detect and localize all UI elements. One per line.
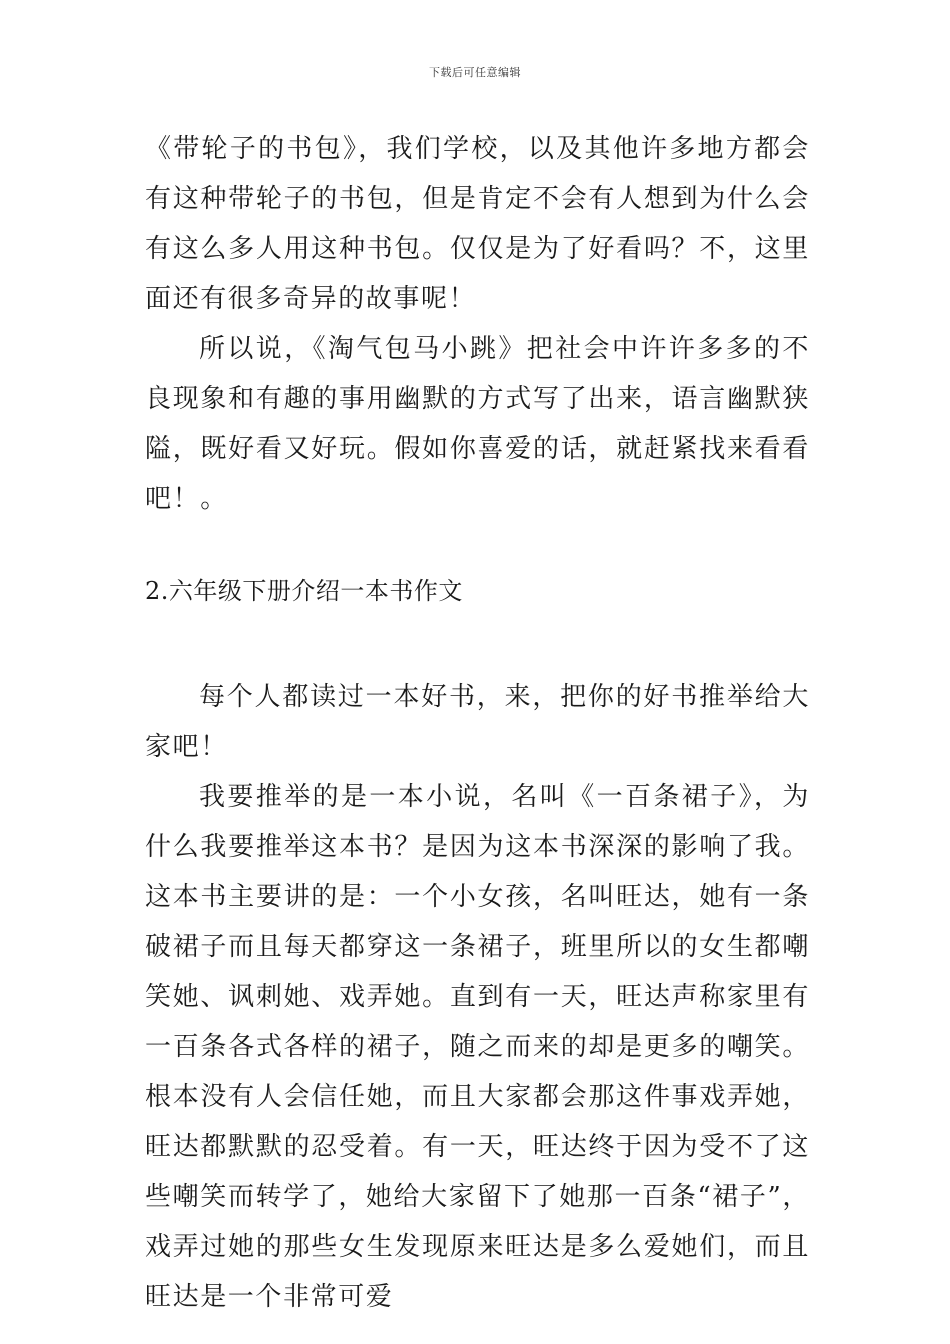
spacer [145,524,810,566]
section-heading: 2.六年级下册介绍一本书作文 [145,577,463,605]
page-header: 下载后可任意编辑 [429,66,521,79]
paragraph: 《带轮子的书包》，我们学校，以及其他许多地方都会有这种带轮子的书包，但是肯定不会有人想到为什么会有这么多人用这种书包。仅仅是为了好看吗？不，这里面还有很多奇异的故事呢！ [145,134,810,314]
paragraph: 每个人都读过一本好书，来，把你的好书推举给大家吧！ [145,682,810,762]
paragraph: 所以说，《淘气包马小跳》把社会中许许多多的不良现象和有趣的事用幽默的方式写了出来，语言幽默狭隘，既好看又好玩。假如你喜爱的话，就赶紧找来看看吧！。 [145,334,810,514]
paragraph: 我要推举的是一本小说，名叫《一百条裙子》，为什么我要推举这本书？是因为这本书深深的影响了我。这本书主要讲的是：一个小女孩，名叫旺达，她有一条破裙子而且每天都穿这一条裙子，班里所以的女生都嘲笑她、讽刺她、戏弄她。直到有一天，旺达声称家里有一百条各式各样的裙子，随之而来的却是更多的嘲笑。根本没有人会信任她，而且大家都会那这件事戏弄她，旺达都默默的忍受着。有一天，旺达终于因为受不了这些嘲笑而转学了，她给大家留下了她那一百条“裙子”，戏弄过她的那些女生发现原来旺达是多么爱她们，而且旺达是一个非常可爱 [145,782,810,1312]
spacer [145,616,810,672]
document-body [145,124,810,1322]
